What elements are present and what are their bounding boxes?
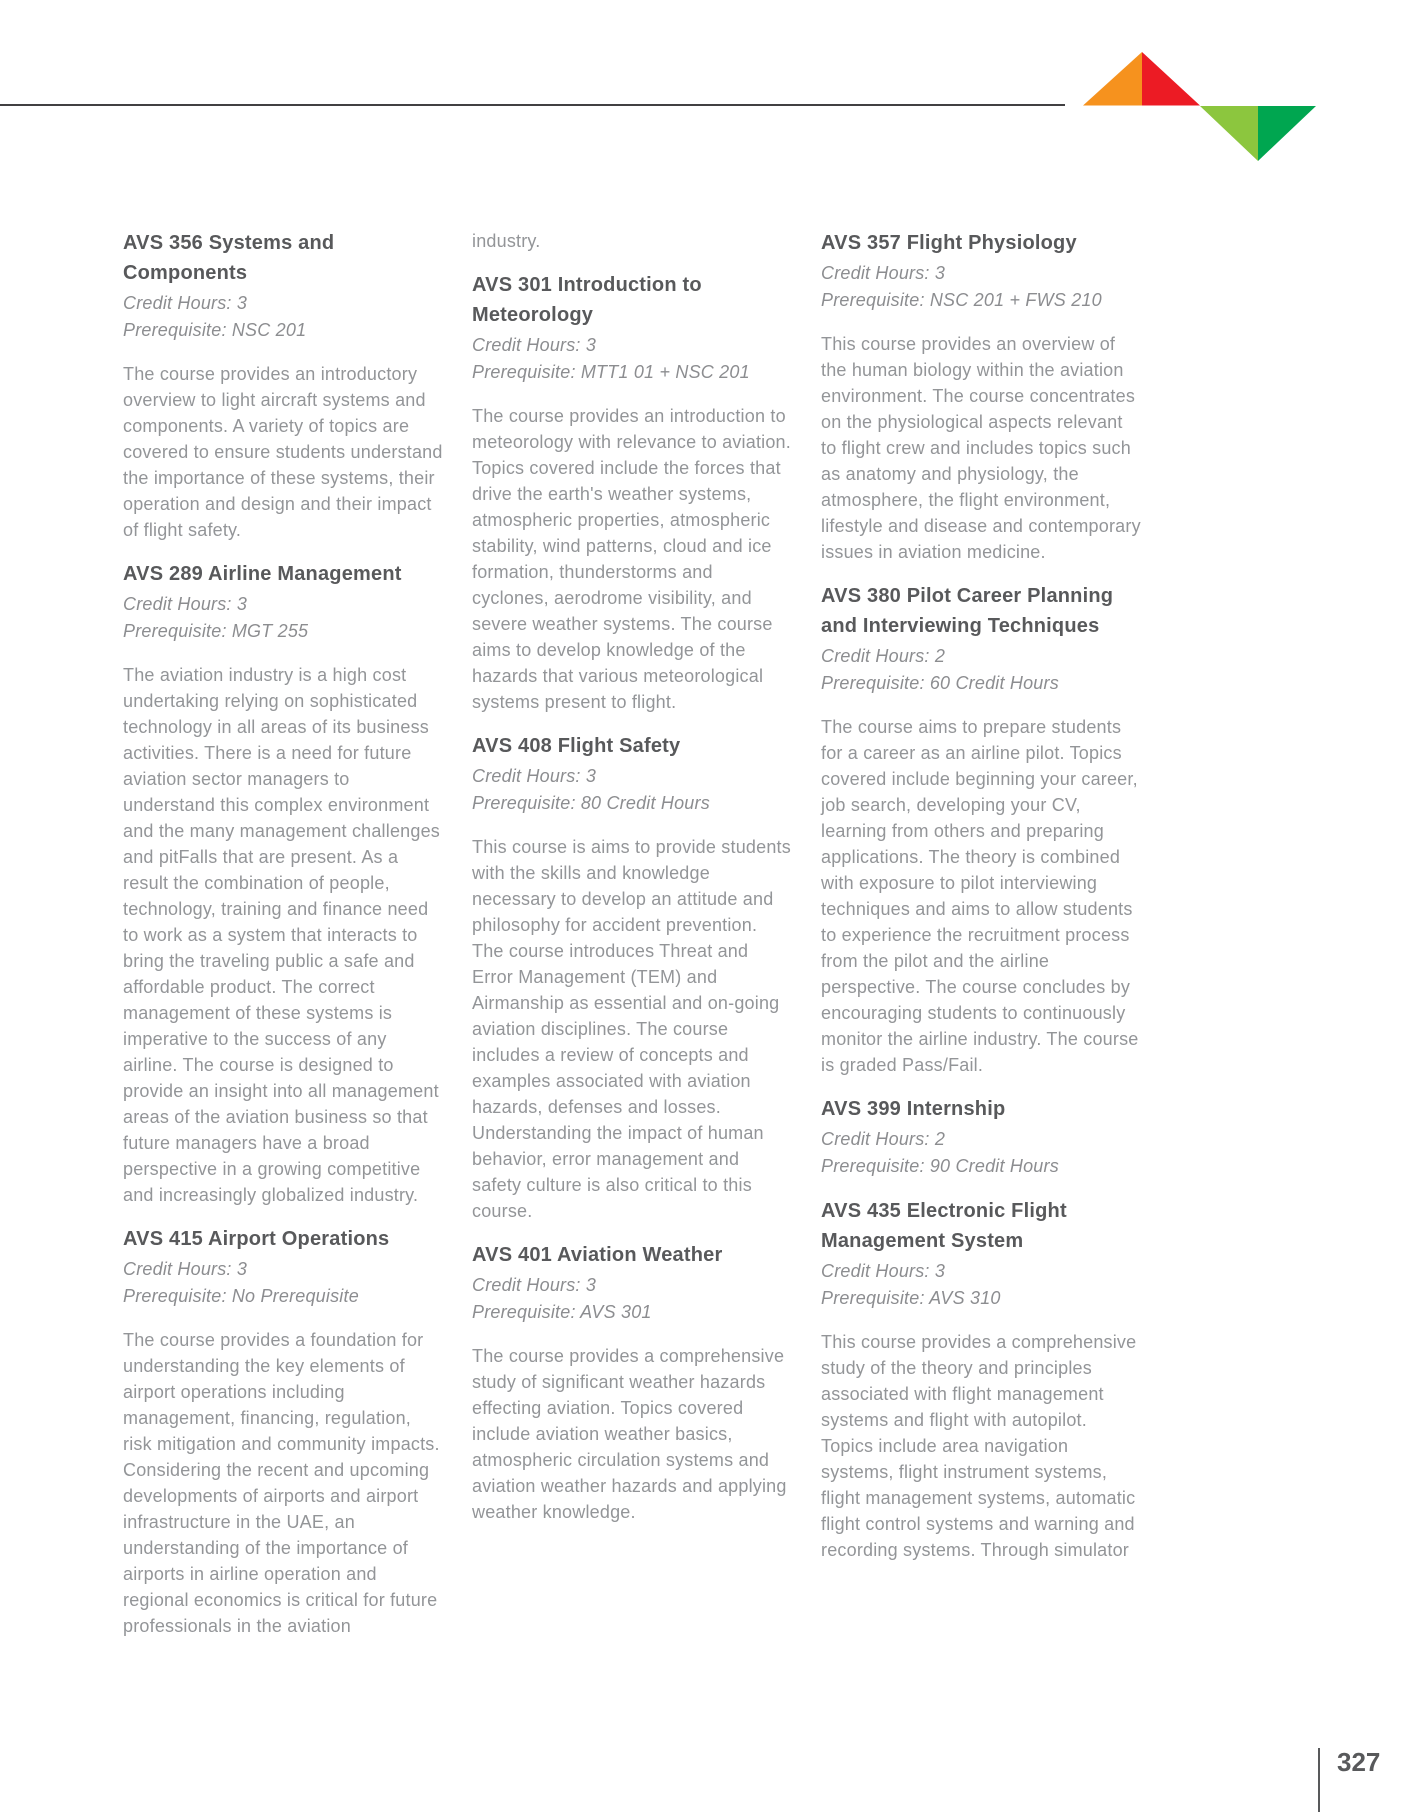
- column-3: [821, 228, 1141, 1639]
- course-title: AVS 415 Airport Operations: [123, 1228, 390, 1250]
- credit-hours: Credit Hours: 3: [123, 1259, 248, 1279]
- course-avs-357: [821, 228, 1141, 565]
- course-avs-399: [821, 1094, 1141, 1180]
- course-description: The course provides an introductory overview to light aircraft systems and components. A variety of topics are covered to ensure students understand the importance of these systems, their operation and design and their impact of flight safety.: [123, 364, 443, 540]
- prerequisite: Prerequisite: AVS 301: [472, 1302, 652, 1322]
- prerequisite: Prerequisite: 60 Credit Hours: [821, 673, 1059, 693]
- logo-light-green-triangle: [1200, 106, 1258, 161]
- credit-hours: Credit Hours: 3: [472, 766, 597, 786]
- course-title: AVS 301 Introduction to Meteorology: [472, 274, 702, 326]
- course-description: The course aims to prepare students for a career as an airline pilot. Topics covered include beginning your career, job search, developing your CV, learning from others and preparing applications. The theory is combined with exposure to pilot interviewing techniques and aims to allow students to experience the recruitment process from the pilot and the airline perspective. The course concludes by encouraging students to continuously monitor the airline industry. The course is graded Pass/Fail.: [821, 717, 1139, 1075]
- page-number: 327: [1337, 1747, 1381, 1777]
- course-title: AVS 357 Flight Physiology: [821, 232, 1077, 254]
- course-avs-301: [472, 270, 792, 715]
- column-1: [123, 228, 443, 1639]
- prerequisite: Prerequisite: 80 Credit Hours: [472, 793, 710, 813]
- continued-paragraph: industry.: [472, 231, 541, 251]
- course-description: The course provides an introduction to meteorology with relevance to aviation. Topics covered include the forces that drive the earth's weather systems, atmospheric properties, atmospheric stability, wind patterns, cloud and ice formation, thunderstorms and cyclones, aerodrome visibility, and severe weather systems. The course aims to develop knowledge of the hazards that various meteorological systems present to flight.: [472, 406, 791, 712]
- header-rule: [0, 104, 1065, 106]
- course-title: AVS 408 Flight Safety: [472, 735, 681, 757]
- logo-dark-green-triangle: [1258, 106, 1316, 161]
- course-description: This course provides a comprehensive study of the theory and principles associated with flight management systems and flight with autopilot. Topics include area navigation systems, flight instrument systems, flight management systems, automatic flight control systems and warning and recording systems. Through simulator: [821, 1332, 1137, 1560]
- course-description: The course provides a comprehensive study of significant weather hazards effecting aviation. Topics covered include aviation weather basics, atmospheric circulation systems and aviation weather hazards and applying weather knowledge.: [472, 1346, 787, 1522]
- credit-hours: Credit Hours: 3: [123, 293, 248, 313]
- logo-red-triangle: [1142, 52, 1200, 106]
- credit-hours: Credit Hours: 2: [821, 1129, 946, 1149]
- credit-hours: Credit Hours: 2: [821, 646, 946, 666]
- course-avs-408: [472, 731, 792, 1224]
- course-avs-289: [123, 559, 443, 1208]
- credit-hours: Credit Hours: 3: [472, 335, 597, 355]
- course-avs-356: [123, 228, 443, 543]
- prerequisite: Prerequisite: AVS 310: [821, 1288, 1001, 1308]
- course-avs-415: [123, 1224, 443, 1639]
- prerequisite: Prerequisite: 90 Credit Hours: [821, 1156, 1059, 1176]
- course-title: AVS 380 Pilot Career Planning and Interviewing Techniques: [821, 585, 1114, 637]
- course-title: AVS 435 Electronic Flight Management System: [821, 1200, 1067, 1252]
- course-description: The aviation industry is a high cost undertaking relying on sophisticated technology in all areas of its business activities. There is a need for future aviation sector managers to understand this complex environment and the many management challenges and pitFalls that are present. As a result the combination of people, technology, training and finance need to work as a system that interacts to bring the traveling public a safe and affordable product. The correct management of these systems is imperative to the success of any airline. The course is designed to provide an insight into all management areas of the aviation business so that future managers have a broad perspective in a growing competitive and increasingly globalized industry.: [123, 665, 441, 1205]
- zigzag-triangles-logo-icon: [1083, 52, 1317, 161]
- course-description: The course provides a foundation for understanding the key elements of airport operations including management, financing, regulation, risk mitigation and community impacts. Considering the recent and upcoming developments of airports and airport infrastructure in the UAE, an understanding of the importance of airports in airline operation and regional economics is critical for future professionals in the aviation: [123, 1330, 440, 1636]
- page-number-rule: [1318, 1748, 1320, 1812]
- prerequisite: Prerequisite: MTT1 01 + NSC 201: [472, 362, 750, 382]
- course-description: This course is aims to provide students with the skills and knowledge necessary to develop an attitude and philosophy for accident prevention. The course introduces Threat and Error Management (TEM) and Airmanship as essential and on-going aviation disciplines. The course includes a review of concepts and examples associated with aviation hazards, defenses and losses. Understanding the impact of human behavior, error management and safety culture is also critical to this course.: [472, 837, 791, 1221]
- prerequisite: Prerequisite: NSC 201 + FWS 210: [821, 290, 1102, 310]
- prerequisite: Prerequisite: No Prerequisite: [123, 1286, 359, 1306]
- course-title: AVS 289 Airline Management: [123, 563, 402, 585]
- course-title: AVS 401 Aviation Weather: [472, 1244, 723, 1266]
- prerequisite: Prerequisite: NSC 201: [123, 320, 307, 340]
- course-avs-401: [472, 1240, 792, 1525]
- course-catalog-content: [123, 228, 1142, 1639]
- credit-hours: Credit Hours: 3: [821, 263, 946, 283]
- course-description: This course provides an overview of the human biology within the aviation environment. The course concentrates on the physiological aspects relevant to flight crew and includes topics such as anatomy and physiology, the atmosphere, the flight environment, lifestyle and disease and contemporary issues in aviation medicine.: [821, 334, 1141, 562]
- course-avs-435: [821, 1196, 1141, 1563]
- course-title: AVS 399 Internship: [821, 1098, 1006, 1120]
- logo-orange-triangle: [1083, 52, 1142, 106]
- course-title: AVS 356 Systems and Components: [123, 232, 335, 284]
- column-2: [472, 228, 792, 1639]
- credit-hours: Credit Hours: 3: [821, 1261, 946, 1281]
- credit-hours: Credit Hours: 3: [123, 594, 248, 614]
- course-avs-380: [821, 581, 1141, 1078]
- prerequisite: Prerequisite: MGT 255: [123, 621, 309, 641]
- credit-hours: Credit Hours: 3: [472, 1275, 597, 1295]
